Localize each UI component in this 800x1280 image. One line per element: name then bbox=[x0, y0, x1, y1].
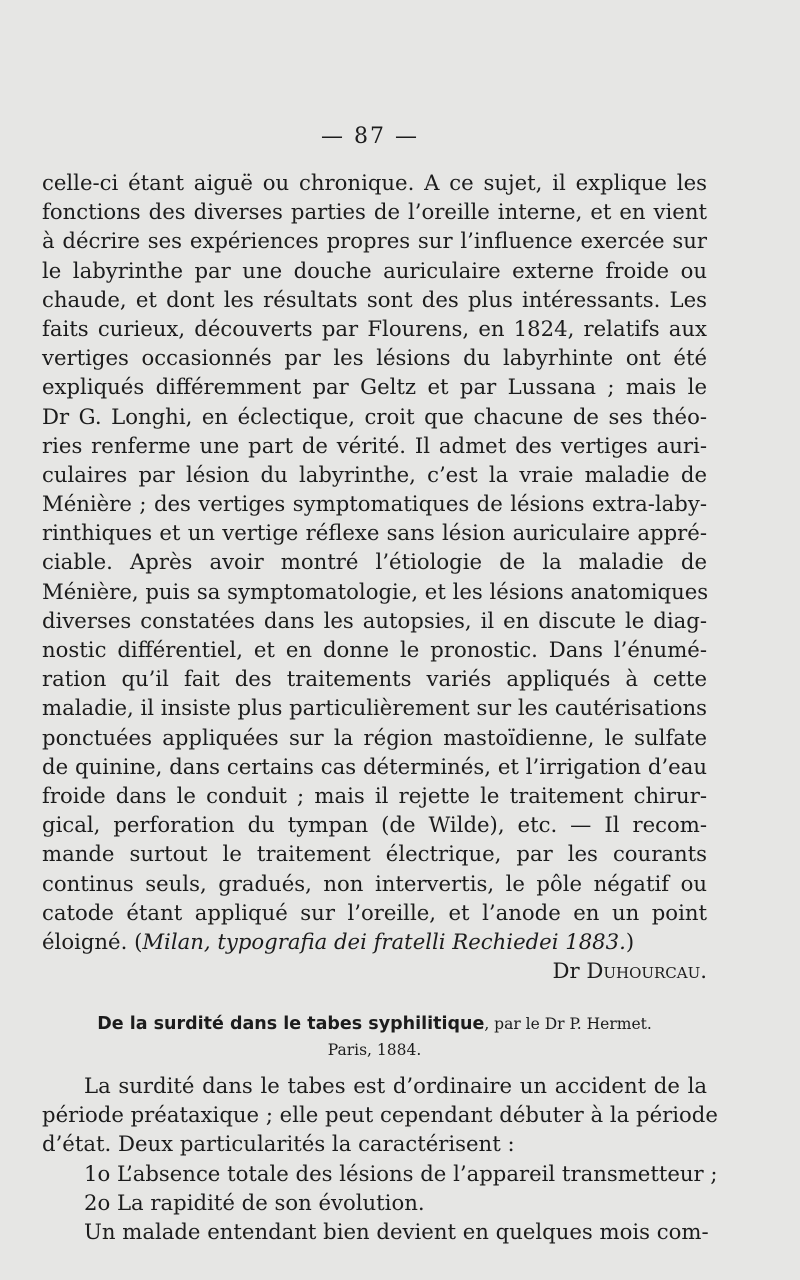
text-line: expliqués différemment par Geltz et par Lussana ; mais le bbox=[42, 374, 707, 400]
article-surdite-tabes bbox=[42, 1071, 718, 1246]
article-review-longhi bbox=[42, 168, 707, 985]
citation-prefix: éloigné. ( bbox=[42, 928, 143, 954]
signature-name: Duhourcau. bbox=[586, 958, 707, 984]
text-line: Ménière ; des vertiges symptomatiques de lésions extra-laby- bbox=[42, 491, 707, 517]
text-line: à décrire ses expériences propres sur l’influence exercée sur bbox=[42, 228, 707, 254]
list-item: 2o La rapidité de son évolution. bbox=[84, 1189, 425, 1215]
text-line: ciable. Après avoir montré l’étiologie de la maladie de bbox=[42, 549, 707, 575]
text-line: gical, perforation du tympan (de Wilde), etc. — Il recom- bbox=[42, 812, 707, 838]
text-line: diverses constatées dans les autopsies, il en discute le diag- bbox=[42, 607, 707, 633]
text-line: Dr G. Longhi, en éclectique, croit que chacune de ses théo- bbox=[42, 403, 707, 429]
text-line: catode étant appliqué sur l’oreille, et l’anode en un point bbox=[42, 899, 707, 925]
text-line: Ménière, puis sa symptomatologie, et les lésions anatomiques bbox=[42, 578, 709, 604]
text-line: culaires par lésion du labyrinthe, c’est la vraie maladie de bbox=[42, 461, 707, 487]
text-line: mande surtout le traitement électrique, par les courants bbox=[42, 841, 707, 867]
text-line: d’état. Deux particularités la caractérisent : bbox=[42, 1131, 515, 1157]
text-line: rinthiques et un vertige réflexe sans lésion auriculaire appré- bbox=[42, 520, 707, 546]
text-line: ration qu’il fait des traitements variés appliqués à cette bbox=[42, 666, 707, 692]
text-line: de quinine, dans certains cas déterminés, et l’irrigation d’eau bbox=[42, 753, 707, 779]
list-item: 1o L’absence totale des lésions de l’appareil transmetteur ; bbox=[84, 1160, 718, 1186]
text-line: continus seuls, gradués, non intervertis, le pôle négatif ou bbox=[42, 870, 707, 896]
text-line: période préataxique ; elle peut cependant débuter à la période bbox=[42, 1102, 718, 1128]
article-heading bbox=[42, 1011, 707, 1063]
text-line: ries renferme une part de vérité. Il admet des vertiges auri- bbox=[42, 432, 707, 458]
text-line: ponctuées appliquées sur la région mastoïdienne, le sulfate bbox=[42, 724, 707, 750]
page-number: — 87 — bbox=[321, 124, 419, 149]
article-title-line bbox=[42, 1011, 707, 1037]
text-line: fonctions des diverses parties de l’oreille interne, et en vient bbox=[42, 199, 707, 225]
text-line: maladie, il insiste plus particulièrement sur les cautérisations bbox=[42, 695, 707, 721]
text-line: La surdité dans le tabes est d’ordinaire un accident de la bbox=[84, 1073, 707, 1098]
text-line: vertiges occasionnés par les lésions du labyrhinte ont été bbox=[42, 345, 707, 371]
article-title: De la surdité dans le tabes syphilitique bbox=[97, 1014, 485, 1034]
citation-line bbox=[42, 927, 707, 956]
signature bbox=[42, 956, 707, 985]
text-line: le labyrinthe par une douche auriculaire externe froide ou bbox=[42, 257, 707, 283]
article-author: , par le Dr P. Hermet. bbox=[484, 1015, 652, 1033]
signature-title: Dr bbox=[552, 958, 580, 984]
text-line: chaude, et dont les résultats sont des plus intéressants. Les bbox=[42, 286, 707, 312]
article-place: Paris, 1884. bbox=[327, 1041, 422, 1059]
citation-source: Milan, typografia dei fratelli Rechiedei 1883. bbox=[142, 928, 626, 954]
text-line: faits curieux, découverts par Flourens, en 1824, relatifs aux bbox=[42, 315, 707, 341]
text-line: celle-ci étant aiguë ou chronique. A ce sujet, il explique les bbox=[42, 170, 707, 195]
text-line: froide dans le conduit ; mais il rejette le traitement chirur- bbox=[42, 782, 707, 808]
text-line: Un malade entendant bien devient en quelques mois com- bbox=[84, 1218, 709, 1244]
text-line: nostic différentiel, et en donne le pronostic. Dans l’énumé- bbox=[42, 637, 707, 662]
citation-suffix: ) bbox=[625, 928, 635, 954]
